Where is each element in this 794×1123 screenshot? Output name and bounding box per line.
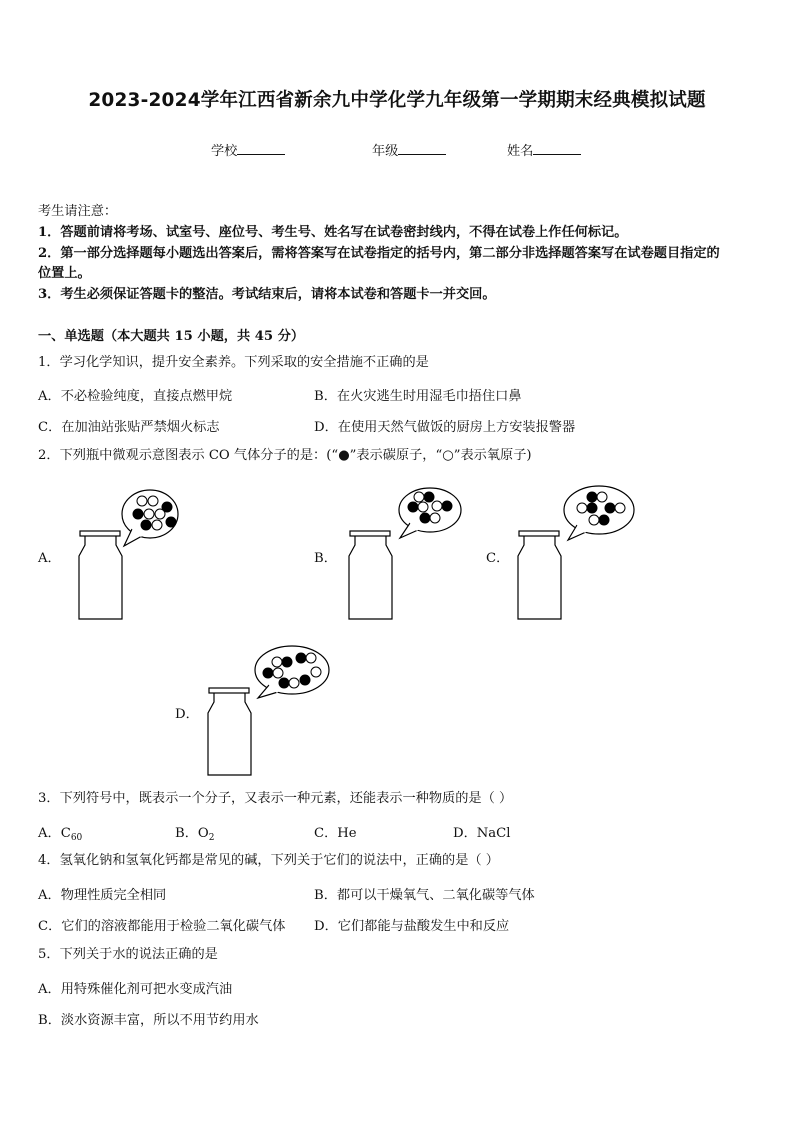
- grade-blank[interactable]: [398, 141, 446, 155]
- school-field[interactable]: [211, 141, 285, 161]
- grade-label: 年级: [372, 144, 399, 159]
- name-blank[interactable]: [533, 141, 581, 155]
- grade-field[interactable]: [372, 141, 446, 161]
- option-c[interactable]: C．: [486, 551, 510, 566]
- subscript: 60: [70, 833, 83, 843]
- option-b[interactable]: [175, 822, 214, 841]
- page-title: 2023-2024学年江西省新余九中学化学九年级第一学期期末经典模拟试题: [88, 90, 706, 111]
- option-c[interactable]: C．它们的溶液都能用于检验二氧化碳气体: [38, 919, 286, 934]
- option-a[interactable]: A．不必检验纯度，直接点燃甲烷: [38, 389, 233, 404]
- school-blank[interactable]: [237, 141, 285, 155]
- section-heading: 一、单选题（本大题共 15 小题，共 45 分）: [38, 329, 305, 344]
- question-stem: 2．下列瓶中微观示意图表示 CO 气体分子的是：(“●”表示碳原子，“○”表示氧原子): [38, 448, 532, 463]
- name-label: 姓名: [507, 144, 534, 159]
- option-a[interactable]: A．用特殊催化剂可把水变成汽油: [38, 982, 233, 997]
- option-a[interactable]: A．: [38, 551, 61, 566]
- bottle-icon: [79, 531, 122, 619]
- bottle-icon: [208, 688, 251, 775]
- option-b[interactable]: B．在火灾逃生时用湿毛巾捂住口鼻: [314, 389, 522, 404]
- option-b[interactable]: B．都可以干燥氧气、二氧化碳等气体: [314, 888, 535, 903]
- notice-item: 3．考生必须保证答题卡的整洁。考试结束后，请将本试卷和答题卡一并交回。: [38, 287, 496, 302]
- option-b[interactable]: B．淡水资源丰富，所以不用节约用水: [38, 1013, 259, 1028]
- option-d[interactable]: D．: [175, 707, 199, 722]
- option-b[interactable]: B．: [314, 551, 337, 566]
- option-text: A．C: [38, 826, 71, 841]
- option-d[interactable]: D．它们都能与盐酸发生中和反应: [314, 919, 510, 934]
- notice-heading: 考生请注意：: [38, 204, 118, 219]
- question-stem: 5．下列关于水的说法正确的是: [38, 947, 218, 962]
- question-stem: 4．氢氧化钠和氢氧化钙都是常见的碱，下列关于它们的说法中，正确的是（ ）: [38, 853, 499, 868]
- bottle-icon: [349, 531, 392, 619]
- bottle-d-diagram: [205, 645, 345, 785]
- question-stem: 1．学习化学知识，提升安全素养。下列采取的安全措施不正确的是: [38, 355, 429, 370]
- name-field[interactable]: [507, 141, 581, 161]
- question-stem: 3．下列符号中，既表示一个分子，又表示一种元素，还能表示一种物质的是（ ）: [38, 791, 513, 806]
- bottle-b-diagram: [346, 486, 466, 626]
- bottle-c-diagram: [515, 486, 655, 626]
- option-c[interactable]: [314, 822, 357, 841]
- notice-item: 2．第一部分选择题每小题选出答案后，需将答案写在试卷指定的括号内，第二部分非选择题答案写在试卷题目指定的: [38, 246, 720, 261]
- option-a[interactable]: [38, 822, 82, 841]
- option-d[interactable]: D．在使用天然气做饭的厨房上方安装报警器: [314, 420, 576, 435]
- option-a[interactable]: A．物理性质完全相同: [38, 888, 167, 903]
- bottle-a-diagram: [76, 486, 196, 626]
- option-c[interactable]: C．在加油站张贴严禁烟火标志: [38, 420, 220, 435]
- option-text: B．O: [175, 826, 209, 841]
- school-label: 学校: [211, 144, 238, 159]
- notice-item: 位置上。: [38, 266, 91, 281]
- subscript: 2: [208, 833, 215, 843]
- bottle-icon: [518, 531, 561, 619]
- option-d[interactable]: [453, 822, 510, 841]
- notice-item: 1．答题前请将考场、试室号、座位号、考生号、姓名写在试卷密封线内，不得在试卷上作任何标记。: [38, 225, 628, 240]
- option-text: D．NaCl: [453, 826, 511, 841]
- option-text: C．He: [314, 826, 357, 841]
